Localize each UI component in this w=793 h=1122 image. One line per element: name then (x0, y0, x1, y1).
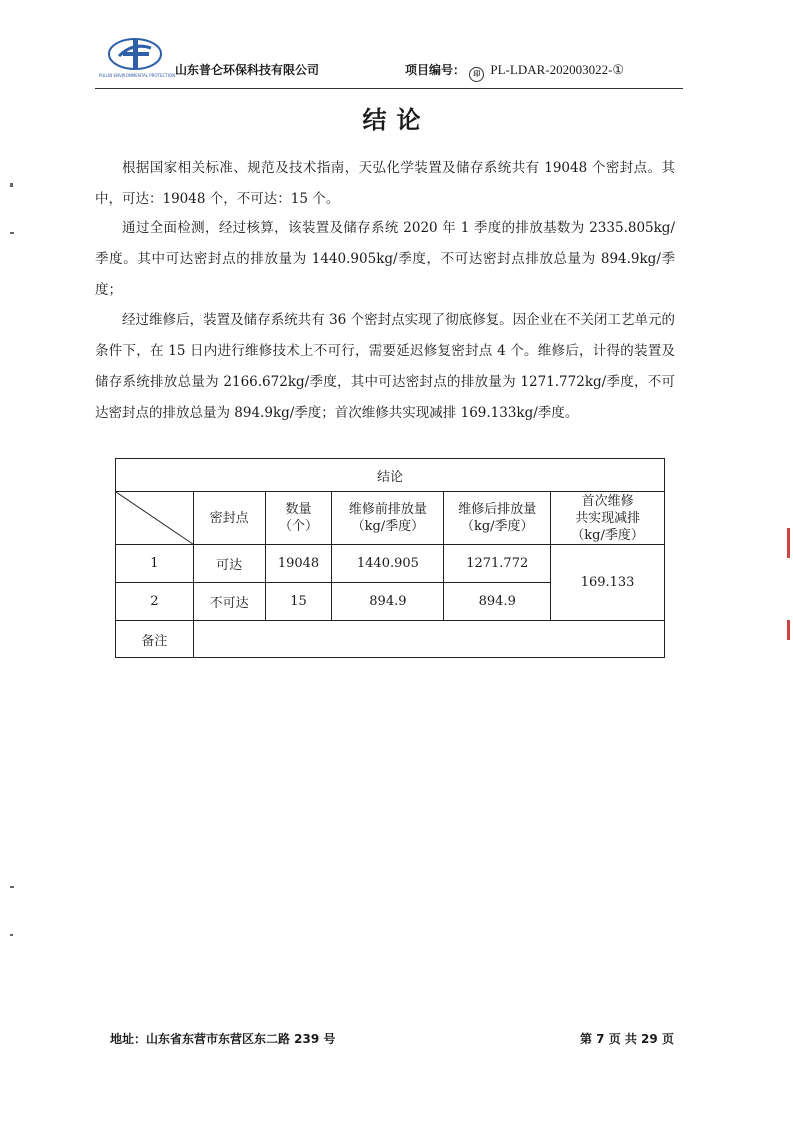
footer-address: 地址：山东省东营市东营区东二路 239 号 (110, 1032, 336, 1046)
header-reduction: 首次维修 共实现减排 （kg/季度） (551, 492, 665, 545)
project-number-value: PL-LDAR-202003022-① (490, 62, 625, 77)
note-value (193, 621, 664, 658)
row-before: 894.9 (332, 583, 444, 621)
table-row (116, 545, 665, 583)
company-logo (98, 34, 176, 80)
row-count: 19048 (265, 545, 332, 583)
project-number (405, 61, 624, 82)
diagonal-header-cell (116, 492, 194, 545)
note-label: 备注 (116, 621, 194, 658)
row-after: 1271.772 (444, 545, 551, 583)
header-after: 维修后排放量 （kg/季度） (444, 492, 551, 545)
row-number: 2 (116, 583, 194, 621)
header-divider (95, 88, 683, 89)
header-seal: 密封点 (193, 492, 265, 545)
scan-mark (787, 620, 790, 640)
paragraph-2: 通过全面检测，经过核算，该装置及储存系统 2020 年 1 季度的排放基数为 2335.805kg/季度。其中可达密封点的排放量为 1440.905kg/季度，不可达密封点排放总量为 894.9kg/季度； (95, 220, 675, 298)
row-count: 15 (265, 583, 332, 621)
project-number-label: 项目编号： (405, 63, 466, 77)
header-before: 维修前排放量 （kg/季度） (332, 492, 444, 545)
conclusion-table (115, 458, 665, 658)
reduction-value: 169.133 (551, 545, 665, 621)
page-header (95, 32, 683, 90)
row-seal: 可达 (193, 545, 265, 583)
scan-mark (10, 183, 13, 187)
header-count: 数量 （个） (265, 492, 332, 545)
scan-mark (10, 934, 13, 936)
row-after: 894.9 (444, 583, 551, 621)
logo-caption: PULUN ENVIRONMENTAL PROTECTION (98, 73, 176, 78)
scan-mark (10, 232, 14, 234)
company-name: 山东普仑环保科技有限公司 (175, 63, 320, 77)
seal-icon: 印 (469, 67, 484, 82)
row-number: 1 (116, 545, 194, 583)
scan-mark (10, 886, 14, 888)
table-title: 结论 (116, 459, 665, 492)
page-title: 结论 (362, 106, 431, 134)
row-before: 1440.905 (332, 545, 444, 583)
footer-page-number: 第 7 页 共 29 页 (580, 1032, 674, 1046)
paragraph-1: 根据国家相关标准、规范及技术指南，天弘化学装置及储存系统共有 19048 个密封点。其中，可达：19048 个，不可达：15 个。 (95, 160, 675, 207)
row-seal: 不可达 (193, 583, 265, 621)
paragraph-3: 经过维修后，装置及储存系统共有 36 个密封点实现了彻底修复。因企业在不关闭工艺单元的条件下，在 15 日内进行维修技术上不可行，需要延迟修复密封点 4 个。维修后，计得的装置及储存系统排放总量为 2166.672kg/季度，其中可达密封点的排放量为 1271.772kg/季度，不可达密封点的排放总量为 894.9kg/季度；首次维修共实现减排 169.133kg/季度。 (95, 312, 675, 421)
scan-mark (787, 528, 790, 558)
